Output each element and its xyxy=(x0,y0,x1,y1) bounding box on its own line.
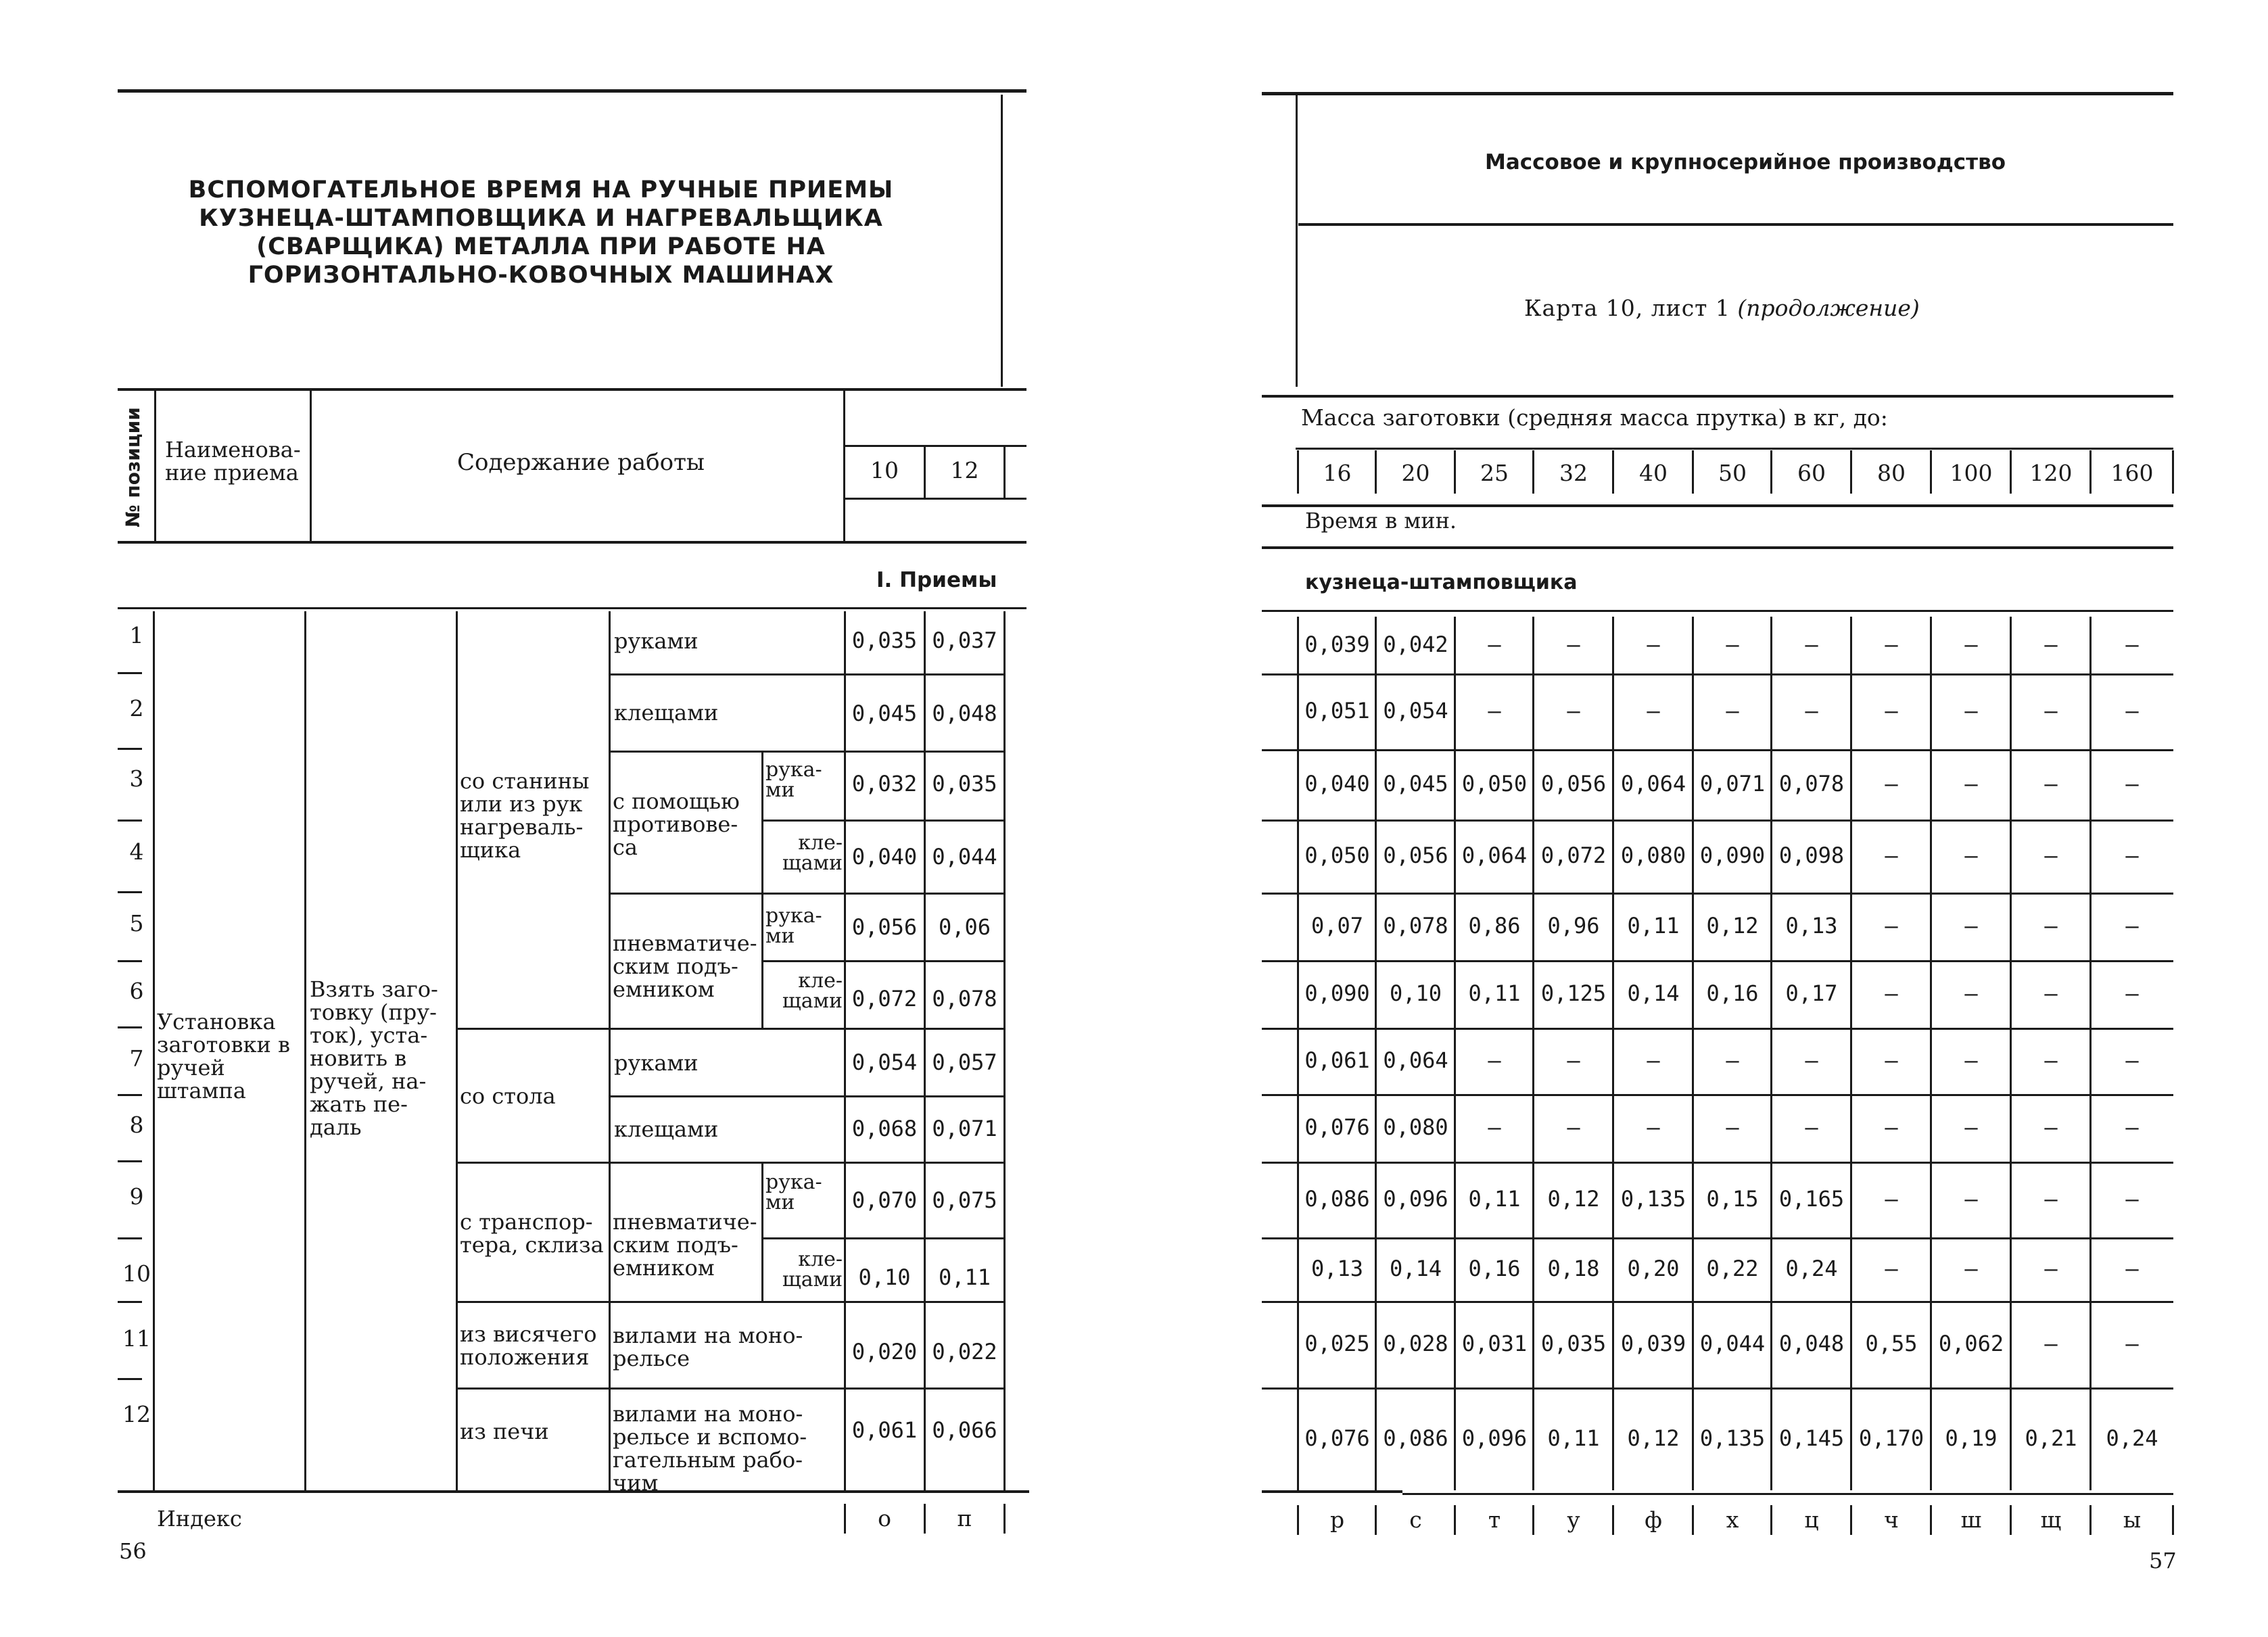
method-monorail: вилами на моно- рельсе xyxy=(613,1323,803,1371)
value-cell: 0,11 xyxy=(938,1264,991,1290)
value-cell: 0,078 xyxy=(932,986,997,1012)
value-cell: 0,048 xyxy=(932,701,997,726)
value-cell: — xyxy=(2125,1331,2139,1356)
sub-tongs: кле- щами xyxy=(782,831,843,875)
value-cell: 0,96 xyxy=(1547,913,1600,939)
index-cell: ф xyxy=(1645,1506,1662,1533)
value-cell: 0,044 xyxy=(1699,1331,1766,1356)
mass-header-cell: 25 xyxy=(1480,460,1509,486)
value-cell: 0,16 xyxy=(1706,980,1759,1006)
method-monorail-helper: вилами на моно- рельсе и вспомо- гательным рабо- чим xyxy=(613,1401,807,1496)
value-cell: — xyxy=(1964,1047,1978,1073)
value-cell: — xyxy=(1964,698,1978,723)
value-cell: 0,025 xyxy=(1304,1331,1370,1356)
value-cell: 0,040 xyxy=(1304,771,1370,797)
row-number: 11 xyxy=(122,1325,151,1352)
sub-hands: рука- ми xyxy=(765,904,822,948)
operation-name: Установка заготовки в ручей штампа xyxy=(157,1009,291,1104)
mass-10-header: 10 xyxy=(870,457,899,483)
value-cell: 0,06 xyxy=(938,914,991,940)
value-cell: — xyxy=(1805,698,1818,723)
value-cell: 0,13 xyxy=(1310,1256,1364,1281)
value-cell: — xyxy=(1885,980,1898,1006)
value-cell: — xyxy=(1647,1047,1660,1073)
card-number: Карта 10, лист 1 xyxy=(1524,295,1730,321)
value-cell: — xyxy=(1647,1114,1660,1140)
value-cell: 0,16 xyxy=(1468,1256,1521,1281)
value-cell: 0,135 xyxy=(1699,1425,1766,1451)
sub-hands: рука- ми xyxy=(765,758,822,802)
value-cell: 0,035 xyxy=(851,627,918,653)
value-cell: — xyxy=(1964,913,1978,939)
value-cell: — xyxy=(1567,698,1580,723)
value-cell: 0,068 xyxy=(851,1116,918,1141)
row-number: 7 xyxy=(129,1045,144,1072)
value-cell: 0,14 xyxy=(1627,980,1680,1006)
index-cell: с xyxy=(1409,1506,1422,1533)
value-cell: 0,096 xyxy=(1461,1425,1528,1451)
value-cell: — xyxy=(1488,1114,1501,1140)
value-cell: 0,080 xyxy=(1383,1114,1448,1140)
value-cell: — xyxy=(1567,632,1580,657)
value-cell: 0,072 xyxy=(1540,843,1607,868)
value-cell: 0,125 xyxy=(1540,980,1607,1006)
value-cell: 0,11 xyxy=(1468,1186,1521,1212)
value-cell: 0,061 xyxy=(851,1417,918,1443)
value-cell: 0,170 xyxy=(1858,1425,1924,1451)
value-cell: 0,035 xyxy=(1540,1331,1607,1356)
value-cell: 0,056 xyxy=(1540,771,1607,797)
production-type: Массовое и крупносерийное производство xyxy=(1485,150,2006,174)
value-cell: 0,24 xyxy=(2106,1425,2158,1451)
method-pneumatic: пневматиче- ским подъ- емником xyxy=(613,930,757,1002)
value-cell: 0,035 xyxy=(932,771,997,797)
value-cell: 0,031 xyxy=(1461,1331,1528,1356)
mass-header-cell: 60 xyxy=(1797,460,1826,486)
value-cell: 0,12 xyxy=(1706,913,1759,939)
value-cell: 0,045 xyxy=(1383,771,1448,797)
value-cell: 0,054 xyxy=(1383,698,1448,723)
index-cell: п xyxy=(957,1505,972,1532)
sub-tongs: кле- щами xyxy=(782,1248,843,1291)
value-cell: 0,15 xyxy=(1706,1186,1759,1212)
value-cell: 0,55 xyxy=(1865,1331,1918,1356)
mass-header-cell: 80 xyxy=(1877,460,1906,486)
value-cell: — xyxy=(2044,980,2058,1006)
row-number: 2 xyxy=(129,695,144,721)
value-cell: 0,165 xyxy=(1778,1186,1845,1212)
value-cell: 0,064 xyxy=(1461,843,1528,868)
row-number: 9 xyxy=(129,1183,144,1210)
method-pneumatic: пневматиче- ским подъ- емником xyxy=(613,1209,757,1281)
value-cell: 0,028 xyxy=(1383,1331,1448,1356)
value-cell: — xyxy=(1964,1114,1978,1140)
card-title xyxy=(1524,295,1920,321)
page-number: 56 xyxy=(119,1538,147,1564)
value-cell: — xyxy=(1885,1256,1898,1281)
value-cell: — xyxy=(2125,1256,2139,1281)
value-cell: 0,098 xyxy=(1778,843,1845,868)
value-cell: — xyxy=(2125,771,2139,797)
value-cell: — xyxy=(1805,1047,1818,1073)
index-cell: щ xyxy=(2040,1506,2062,1533)
value-cell: — xyxy=(1726,1114,1739,1140)
value-cell: — xyxy=(1805,632,1818,657)
value-cell: 0,061 xyxy=(1304,1047,1370,1073)
value-cell: 0,12 xyxy=(1627,1425,1680,1451)
mass-header-cell: 40 xyxy=(1639,460,1668,486)
value-cell: 0,050 xyxy=(1461,771,1528,797)
mass-header-cell: 50 xyxy=(1718,460,1747,486)
mass-header-cell: 160 xyxy=(2110,460,2154,486)
card-continuation: (продолжение) xyxy=(1737,295,1920,321)
value-cell: — xyxy=(1885,632,1898,657)
value-cell: — xyxy=(1885,1047,1898,1073)
value-cell: 0,22 xyxy=(1706,1256,1759,1281)
value-cell: 0,071 xyxy=(932,1116,997,1141)
value-cell: — xyxy=(1567,1114,1580,1140)
value-cell: — xyxy=(2044,698,2058,723)
index-label: Индекс xyxy=(157,1506,242,1532)
index-cell: х xyxy=(1726,1506,1739,1533)
value-cell: — xyxy=(1488,1047,1501,1073)
value-cell: — xyxy=(1885,913,1898,939)
value-cell: — xyxy=(2125,913,2139,939)
value-cell: 0,037 xyxy=(932,627,997,653)
value-cell: 0,10 xyxy=(1389,980,1442,1006)
value-cell: — xyxy=(1885,1186,1898,1212)
value-cell: 0,072 xyxy=(851,986,918,1012)
mass-12-header: 12 xyxy=(950,457,979,483)
value-cell: — xyxy=(1726,632,1739,657)
value-cell: — xyxy=(2044,1256,2058,1281)
value-cell: — xyxy=(2044,843,2058,868)
value-cell: 0,044 xyxy=(932,844,997,870)
value-cell: 0,080 xyxy=(1620,843,1686,868)
operation-content: Взять заго- товку (пру- ток), уста- новить в ручей, на- жать пе- даль xyxy=(310,976,438,1140)
value-cell: 0,135 xyxy=(1620,1186,1686,1212)
section-title: I. Приемы xyxy=(876,568,997,592)
value-cell: — xyxy=(1964,771,1978,797)
value-cell: — xyxy=(2125,980,2139,1006)
value-cell: — xyxy=(1567,1047,1580,1073)
index-cell: ч xyxy=(1884,1506,1899,1533)
source-hanging: из висячего положения xyxy=(460,1321,597,1370)
value-cell: — xyxy=(2044,771,2058,797)
mass-label: Масса заготовки (средняя масса прутка) в кг, до: xyxy=(1301,404,1888,431)
value-cell: — xyxy=(2125,1114,2139,1140)
row-number: 12 xyxy=(122,1401,151,1427)
value-cell: — xyxy=(1647,698,1660,723)
worker-label: кузнеца-штамповщика xyxy=(1305,571,1578,594)
value-cell: 0,090 xyxy=(1304,980,1370,1006)
value-cell: 0,090 xyxy=(1699,843,1766,868)
value-cell: 0,020 xyxy=(851,1339,918,1365)
source-furnace: из печи xyxy=(460,1419,549,1444)
value-cell: 0,086 xyxy=(1383,1425,1448,1451)
sub-tongs: кле- щами xyxy=(782,969,843,1013)
value-cell: — xyxy=(1885,1114,1898,1140)
method-tongs: клещами xyxy=(614,1116,719,1142)
row-number: 1 xyxy=(129,622,144,648)
value-cell: — xyxy=(1964,843,1978,868)
value-cell: — xyxy=(2125,632,2139,657)
index-cell: ш xyxy=(1960,1506,1982,1533)
value-cell: 0,056 xyxy=(1383,843,1448,868)
value-cell: 0,13 xyxy=(1785,913,1838,939)
value-cell: 0,07 xyxy=(1310,913,1364,939)
value-cell: 0,039 xyxy=(1304,632,1370,657)
mass-header-cell: 100 xyxy=(1950,460,1993,486)
value-cell: 0,039 xyxy=(1620,1331,1686,1356)
value-cell: 0,18 xyxy=(1547,1256,1600,1281)
sub-hands: рука- ми xyxy=(765,1170,822,1214)
position-header: № позиции xyxy=(122,407,144,527)
index-cell: у xyxy=(1567,1506,1580,1533)
value-cell: — xyxy=(2044,1047,2058,1073)
row-number: 3 xyxy=(129,765,144,792)
value-cell: 0,096 xyxy=(1383,1186,1448,1212)
mass-header-cell: 120 xyxy=(2029,460,2073,486)
source-transporter: с транспор- тера, склиза xyxy=(460,1209,604,1258)
value-cell: — xyxy=(1885,698,1898,723)
value-cell: 0,086 xyxy=(1304,1186,1370,1212)
mass-header-cell: 20 xyxy=(1401,460,1430,486)
row-number: 5 xyxy=(129,910,144,936)
value-cell: — xyxy=(2125,1186,2139,1212)
value-cell: — xyxy=(1726,1047,1739,1073)
value-cell: — xyxy=(1964,1256,1978,1281)
value-cell: — xyxy=(1647,632,1660,657)
value-cell: — xyxy=(2044,913,2058,939)
value-cell: — xyxy=(1964,980,1978,1006)
page-title: ВСПОМОГАТЕЛЬНОЕ ВРЕМЯ НА РУЧНЫЕ ПРИЕМЫ КУЗНЕЦА-ШТАМПОВЩИКА И НАГРЕВАЛЬЩИКА (СВАРЩИКА) МЕТАЛЛА ПРИ РАБОТЕ НА ГОРИЗОНТАЛЬНО-КОВОЧНЫХ МАШИНАХ xyxy=(188,176,894,289)
value-cell: 0,064 xyxy=(1620,771,1686,797)
value-cell: — xyxy=(1964,632,1978,657)
value-cell: — xyxy=(2044,632,2058,657)
value-cell: 0,051 xyxy=(1304,698,1370,723)
value-cell: 0,10 xyxy=(858,1264,911,1290)
value-cell: 0,045 xyxy=(851,701,918,726)
time-label: Время в мин. xyxy=(1305,508,1457,533)
value-cell: — xyxy=(2125,1047,2139,1073)
value-cell: — xyxy=(1805,1114,1818,1140)
row-number: 8 xyxy=(129,1112,144,1138)
value-cell: — xyxy=(1885,843,1898,868)
value-cell: — xyxy=(2044,1331,2058,1356)
value-cell: 0,076 xyxy=(1304,1425,1370,1451)
content-header: Содержание работы xyxy=(457,449,705,476)
value-cell: 0,048 xyxy=(1778,1331,1845,1356)
value-cell: 0,032 xyxy=(851,771,918,797)
value-cell: 0,20 xyxy=(1627,1256,1680,1281)
row-number: 6 xyxy=(129,978,144,1004)
index-cell: р xyxy=(1329,1506,1345,1533)
value-cell: — xyxy=(2044,1186,2058,1212)
value-cell: 0,056 xyxy=(851,914,918,940)
value-cell: 0,12 xyxy=(1547,1186,1600,1212)
value-cell: 0,064 xyxy=(1383,1047,1448,1073)
value-cell: 0,022 xyxy=(932,1339,997,1365)
value-cell: 0,066 xyxy=(932,1417,997,1443)
value-cell: — xyxy=(1726,698,1739,723)
value-cell: 0,11 xyxy=(1627,913,1680,939)
method-counterweight: с помощью противове- са xyxy=(613,788,740,860)
value-cell: 0,057 xyxy=(932,1049,997,1075)
value-cell: 0,071 xyxy=(1699,771,1766,797)
value-cell: — xyxy=(2125,843,2139,868)
value-cell: 0,11 xyxy=(1468,980,1521,1006)
source-stanina: со станины или из рук нагреваль- щика xyxy=(460,768,590,863)
index-cell: о xyxy=(878,1505,891,1532)
index-cell: ы xyxy=(2123,1506,2142,1533)
row-number: 10 xyxy=(122,1260,151,1287)
method-hands: руками xyxy=(614,1050,699,1076)
value-cell: 0,145 xyxy=(1778,1425,1845,1451)
value-cell: 0,050 xyxy=(1304,843,1370,868)
value-cell: 0,14 xyxy=(1389,1256,1442,1281)
mass-header-cell: 32 xyxy=(1559,460,1588,486)
name-header: Наименова- ние приема xyxy=(165,437,301,485)
method-hands: руками xyxy=(614,628,699,654)
mass-header-cell: 16 xyxy=(1323,460,1352,486)
value-cell: — xyxy=(2044,1114,2058,1140)
value-cell: 0,11 xyxy=(1547,1425,1600,1451)
value-cell: 0,042 xyxy=(1383,632,1448,657)
value-cell: 0,040 xyxy=(851,844,918,870)
value-cell: — xyxy=(2125,698,2139,723)
value-cell: 0,062 xyxy=(1938,1331,2004,1356)
method-tongs: клещами xyxy=(614,700,719,726)
value-cell: — xyxy=(1488,698,1501,723)
index-cell: т xyxy=(1488,1506,1501,1533)
value-cell: 0,076 xyxy=(1304,1114,1370,1140)
index-cell: ц xyxy=(1804,1506,1819,1533)
value-cell: 0,17 xyxy=(1785,980,1838,1006)
value-cell: — xyxy=(1885,771,1898,797)
value-cell: 0,054 xyxy=(851,1049,918,1075)
value-cell: — xyxy=(1488,632,1501,657)
value-cell: 0,21 xyxy=(2025,1425,2077,1451)
value-cell: 0,075 xyxy=(932,1187,997,1213)
value-cell: 0,19 xyxy=(1945,1425,1998,1451)
row-number: 4 xyxy=(129,838,144,865)
value-cell: 0,078 xyxy=(1383,913,1448,939)
page-number: 57 xyxy=(2149,1548,2177,1573)
source-table: со стола xyxy=(460,1083,556,1109)
value-cell: 0,078 xyxy=(1778,771,1845,797)
value-cell: 0,24 xyxy=(1785,1256,1838,1281)
value-cell: 0,86 xyxy=(1468,913,1521,939)
value-cell: — xyxy=(1964,1186,1978,1212)
value-cell: 0,070 xyxy=(851,1187,918,1213)
